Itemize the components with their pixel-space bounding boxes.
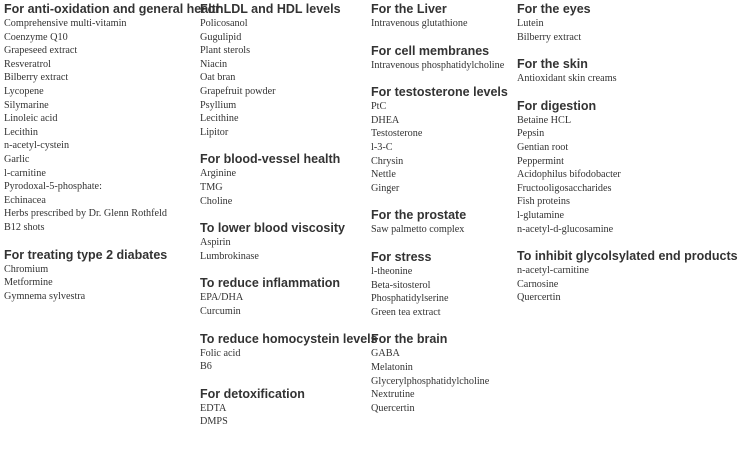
- item-list: [200, 236, 378, 263]
- section-stress: [371, 250, 508, 319]
- list-item: Herbs prescribed by Dr. Glenn Rothfeld: [4, 208, 167, 220]
- list-item: Nettle: [371, 169, 396, 181]
- list-item: l-carnitine: [4, 167, 46, 179]
- section-heading: For cell membranes: [371, 43, 490, 58]
- list-item: Coenzyme Q10: [4, 31, 68, 43]
- list-item: TMG: [200, 181, 223, 193]
- section-type-2-diabetes: [4, 248, 223, 304]
- list-item: Betaine HCL: [517, 114, 572, 126]
- list-item: Oat bran: [200, 72, 236, 84]
- list-item: Quercertin: [371, 402, 415, 414]
- list-item: Nextrutine: [371, 389, 415, 401]
- list-item: Niacin: [200, 58, 228, 70]
- list-item: Lecithine: [200, 113, 239, 125]
- list-item: Gugulipid: [200, 31, 242, 43]
- section-heading: For the Liver: [371, 2, 447, 16]
- section-blood-viscosity: [200, 221, 378, 263]
- section-blood-vessel: [200, 152, 378, 208]
- list-item: Lutein: [517, 18, 544, 29]
- section-anti-oxidation: [4, 2, 223, 235]
- list-item: Resveratrol: [4, 58, 51, 70]
- list-item: Arginine: [200, 168, 237, 180]
- list-item: Beta-sitosterol: [371, 279, 431, 291]
- list-item: Lecithin: [4, 126, 38, 138]
- list-item: Chrysin: [371, 155, 404, 167]
- list-item: Testosterone: [371, 128, 423, 140]
- list-item: PtC: [371, 101, 387, 113]
- section-heading: For digestion: [517, 98, 597, 113]
- section-liver: [371, 2, 508, 31]
- list-item: Choline: [200, 195, 233, 207]
- section-skin: [517, 57, 738, 86]
- section-heading: To reduce inflammation: [200, 276, 341, 291]
- item-list: [4, 17, 223, 235]
- list-item: Intravenous phosphatidylcholine: [371, 59, 505, 71]
- list-item: Peppermint: [517, 155, 564, 167]
- list-item: Melatonin: [371, 361, 413, 373]
- list-item: Acidophilus bifodobacter: [517, 169, 621, 181]
- section-brain: [371, 332, 508, 415]
- item-list: [200, 402, 378, 429]
- list-item: Bilberry extract: [4, 72, 69, 84]
- list-item: Lycopene: [4, 85, 44, 97]
- item-list: [371, 59, 508, 73]
- list-item: Lipitor: [200, 126, 229, 138]
- list-item: Carnosine: [517, 278, 559, 290]
- list-item: Gymnema sylvestra: [4, 290, 86, 302]
- list-item: Metformine: [4, 277, 53, 289]
- section-heading: For the brain: [371, 332, 448, 347]
- list-item: l-glutamine: [517, 209, 564, 221]
- item-list: [371, 265, 508, 319]
- list-item: Grapeseed extract: [4, 45, 78, 57]
- item-list: [200, 347, 378, 374]
- item-list: [517, 114, 738, 236]
- list-item: B12 shots: [4, 221, 45, 233]
- section-homocystein: [200, 332, 378, 374]
- list-item: Linoleic acid: [4, 113, 58, 125]
- section-heading: To lower blood viscosity: [200, 221, 345, 236]
- list-item: Phosphatidylserine: [371, 293, 449, 305]
- section-heading: To inhibit glycolsylated end products: [517, 249, 738, 264]
- list-item: Silymarine: [4, 99, 49, 111]
- section-digestion: [517, 99, 738, 236]
- list-item: Lumbrokinase: [200, 250, 259, 262]
- item-list: [200, 291, 378, 318]
- list-item: Glycerylphosphatidylcholine: [371, 375, 490, 387]
- list-item: Antioxidant skin creams: [517, 73, 617, 85]
- item-list: [4, 263, 223, 304]
- item-list: [200, 17, 378, 139]
- section-heading: For stress: [371, 249, 432, 264]
- section-heading: For testosterone levels: [371, 85, 508, 100]
- column-1: [4, 2, 223, 303]
- list-item: n-acetyl-carnitine: [517, 265, 589, 277]
- item-list: [371, 347, 508, 415]
- section-heading: For treating type 2 diabates: [4, 247, 168, 262]
- list-item: Saw palmetto complex: [371, 224, 465, 236]
- section-heading: For detoxification: [200, 386, 305, 401]
- list-item: Policosanol: [200, 18, 248, 29]
- item-list: [200, 167, 378, 208]
- list-item: n-acetyl-d-glucosamine: [517, 223, 614, 235]
- section-heading: For blood-vessel health: [200, 152, 341, 167]
- section-eyes: [517, 2, 738, 44]
- section-prostate: [371, 208, 508, 237]
- list-item: DMPS: [200, 416, 228, 428]
- section-heading: For anti-oxidation and general health: [4, 2, 224, 16]
- list-item: n-acetyl-cystein: [4, 140, 70, 152]
- list-item: Bilberry extract: [517, 31, 582, 43]
- section-heading: For LDL and HDL levels: [200, 2, 341, 16]
- list-item: Quercertin: [517, 292, 561, 304]
- section-heading: For the prostate: [371, 208, 467, 223]
- item-list: [517, 17, 738, 44]
- list-item: Echinacea: [4, 194, 46, 206]
- list-item: Gentian root: [517, 141, 569, 153]
- section-heading: For the eyes: [517, 2, 591, 16]
- section-heading: For the skin: [517, 57, 588, 72]
- item-list: [371, 100, 508, 195]
- list-item: Fructooligosaccharides: [517, 182, 612, 194]
- list-item: Aspirin: [200, 237, 231, 249]
- list-item: Grapefruit powder: [200, 85, 276, 97]
- item-list: [517, 264, 738, 305]
- list-item: Psyllium: [200, 99, 237, 111]
- list-item: Plant sterols: [200, 45, 251, 57]
- list-item: l-theonine: [371, 265, 413, 277]
- section-cell-membranes: [371, 44, 508, 73]
- section-heading: To reduce homocystein levels: [200, 331, 378, 346]
- list-item: Ginger: [371, 182, 400, 194]
- section-testosterone: [371, 85, 508, 195]
- list-item: EDTA: [200, 402, 227, 414]
- list-item: l-3-C: [371, 141, 393, 153]
- list-item: B6: [200, 361, 212, 373]
- item-list: [371, 223, 508, 237]
- list-item: Fish proteins: [517, 196, 570, 208]
- section-detoxification: [200, 387, 378, 429]
- list-item: DHEA: [371, 114, 400, 126]
- column-4: [517, 2, 738, 305]
- item-list: [371, 17, 508, 31]
- list-item: Intravenous glutathione: [371, 18, 468, 29]
- list-item: Pyrodoxal-5-phosphate:: [4, 181, 102, 193]
- list-item: Pepsin: [517, 128, 545, 140]
- list-item: Comprehensive multi-vitamin: [4, 18, 127, 29]
- list-item: GABA: [371, 348, 400, 360]
- list-item: Curcumin: [200, 305, 241, 317]
- section-ldl-hdl: [200, 2, 378, 139]
- list-item: Chromium: [4, 263, 49, 275]
- list-item: EPA/DHA: [200, 292, 244, 304]
- section-inflammation: [200, 276, 378, 318]
- list-item: Garlic: [4, 153, 30, 165]
- column-2: [200, 2, 378, 429]
- list-item: Green tea extract: [371, 306, 441, 318]
- section-glycosylated: [517, 249, 738, 305]
- column-3: [371, 2, 508, 415]
- list-item: Folic acid: [200, 347, 241, 359]
- item-list: [517, 72, 738, 86]
